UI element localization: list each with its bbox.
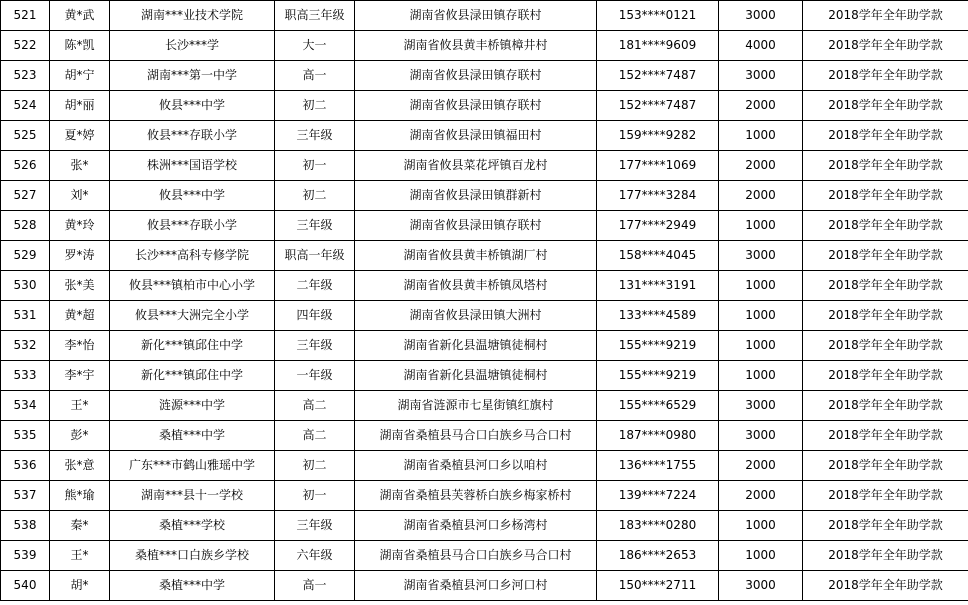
address-cell: 湖南省攸县渌田镇群新村 — [355, 181, 597, 211]
table-row — [1, 331, 968, 361]
name-cell: 黄*玲 — [50, 211, 110, 241]
table-row — [1, 511, 968, 541]
row-number-cell: 532 — [1, 331, 50, 361]
phone-cell: 187****0980 — [597, 421, 719, 451]
phone-cell: 183****0280 — [597, 511, 719, 541]
address-cell: 湖南省桑植县河口乡河口村 — [355, 571, 597, 601]
amount-cell: 3000 — [719, 571, 803, 601]
grade-cell: 三年级 — [275, 121, 355, 151]
purpose-cell: 2018学年全年助学款 — [803, 151, 968, 181]
school-cell: 攸县***大洲完全小学 — [110, 301, 275, 331]
purpose-cell: 2018学年全年助学款 — [803, 31, 968, 61]
purpose-cell: 2018学年全年助学款 — [803, 421, 968, 451]
row-number-cell: 539 — [1, 541, 50, 571]
name-cell: 黄*超 — [50, 301, 110, 331]
phone-cell: 155****9219 — [597, 361, 719, 391]
phone-cell: 139****7224 — [597, 481, 719, 511]
grade-cell: 初一 — [275, 151, 355, 181]
address-cell: 湖南省桑植县河口乡杨湾村 — [355, 511, 597, 541]
phone-cell: 177****1069 — [597, 151, 719, 181]
phone-cell: 153****0121 — [597, 1, 719, 31]
amount-cell: 2000 — [719, 151, 803, 181]
amount-cell: 1000 — [719, 301, 803, 331]
amount-cell: 1000 — [719, 361, 803, 391]
phone-cell: 159****9282 — [597, 121, 719, 151]
table-row — [1, 31, 968, 61]
name-cell: 胡* — [50, 571, 110, 601]
row-number-cell: 537 — [1, 481, 50, 511]
grade-cell: 职高一年级 — [275, 241, 355, 271]
phone-cell: 150****2711 — [597, 571, 719, 601]
phone-cell: 177****3284 — [597, 181, 719, 211]
amount-cell: 3000 — [719, 241, 803, 271]
name-cell: 王* — [50, 391, 110, 421]
amount-cell: 4000 — [719, 31, 803, 61]
purpose-cell: 2018学年全年助学款 — [803, 301, 968, 331]
amount-cell: 1000 — [719, 121, 803, 151]
phone-cell: 181****9609 — [597, 31, 719, 61]
address-cell: 湖南省桑植县马合口白族乡马合口村 — [355, 421, 597, 451]
row-number-cell: 536 — [1, 451, 50, 481]
row-number-cell: 526 — [1, 151, 50, 181]
school-cell: 桑植***口白族乡学校 — [110, 541, 275, 571]
row-number-cell: 538 — [1, 511, 50, 541]
address-cell: 湖南省新化县温塘镇徒桐村 — [355, 331, 597, 361]
name-cell: 彭* — [50, 421, 110, 451]
row-number-cell: 521 — [1, 1, 50, 31]
address-cell: 湖南省攸县渌田镇福田村 — [355, 121, 597, 151]
amount-cell: 2000 — [719, 181, 803, 211]
purpose-cell: 2018学年全年助学款 — [803, 121, 968, 151]
row-number-cell: 525 — [1, 121, 50, 151]
phone-cell: 177****2949 — [597, 211, 719, 241]
purpose-cell: 2018学年全年助学款 — [803, 571, 968, 601]
purpose-cell: 2018学年全年助学款 — [803, 61, 968, 91]
amount-cell: 3000 — [719, 1, 803, 31]
grade-cell: 三年级 — [275, 331, 355, 361]
name-cell: 胡*丽 — [50, 91, 110, 121]
school-cell: 湖南***第一中学 — [110, 61, 275, 91]
amount-cell: 1000 — [719, 511, 803, 541]
school-cell: 新化***镇邱住中学 — [110, 361, 275, 391]
grade-cell: 一年级 — [275, 361, 355, 391]
row-number-cell: 533 — [1, 361, 50, 391]
grade-cell: 高二 — [275, 391, 355, 421]
grade-cell: 高一 — [275, 571, 355, 601]
school-cell: 新化***镇邱住中学 — [110, 331, 275, 361]
row-number-cell: 528 — [1, 211, 50, 241]
table-body — [1, 1, 968, 601]
amount-cell: 3000 — [719, 391, 803, 421]
grade-cell: 六年级 — [275, 541, 355, 571]
table-row — [1, 61, 968, 91]
purpose-cell: 2018学年全年助学款 — [803, 211, 968, 241]
grade-cell: 初二 — [275, 451, 355, 481]
school-cell: 攸县***存联小学 — [110, 121, 275, 151]
purpose-cell: 2018学年全年助学款 — [803, 181, 968, 211]
address-cell: 湖南省桑植县芙蓉桥白族乡梅家桥村 — [355, 481, 597, 511]
row-number-cell: 530 — [1, 271, 50, 301]
name-cell: 张*美 — [50, 271, 110, 301]
school-cell: 长沙***高科专修学院 — [110, 241, 275, 271]
table-row — [1, 301, 968, 331]
school-cell: 攸县***中学 — [110, 91, 275, 121]
row-number-cell: 535 — [1, 421, 50, 451]
amount-cell: 1000 — [719, 331, 803, 361]
address-cell: 湖南省攸县渌田镇存联村 — [355, 91, 597, 121]
phone-cell: 133****4589 — [597, 301, 719, 331]
school-cell: 桑植***学校 — [110, 511, 275, 541]
purpose-cell: 2018学年全年助学款 — [803, 361, 968, 391]
row-number-cell: 522 — [1, 31, 50, 61]
phone-cell: 136****1755 — [597, 451, 719, 481]
grade-cell: 高一 — [275, 61, 355, 91]
purpose-cell: 2018学年全年助学款 — [803, 481, 968, 511]
school-cell: 株洲***国语学校 — [110, 151, 275, 181]
school-cell: 攸县***中学 — [110, 181, 275, 211]
amount-cell: 2000 — [719, 451, 803, 481]
purpose-cell: 2018学年全年助学款 — [803, 511, 968, 541]
address-cell: 湖南省桑植县马合口白族乡马合口村 — [355, 541, 597, 571]
school-cell: 长沙***学 — [110, 31, 275, 61]
row-number-cell: 540 — [1, 571, 50, 601]
address-cell: 湖南省攸县渌田镇存联村 — [355, 61, 597, 91]
purpose-cell: 2018学年全年助学款 — [803, 541, 968, 571]
name-cell: 罗*涛 — [50, 241, 110, 271]
grade-cell: 四年级 — [275, 301, 355, 331]
grade-cell: 初二 — [275, 91, 355, 121]
phone-cell: 155****9219 — [597, 331, 719, 361]
name-cell: 夏*婷 — [50, 121, 110, 151]
school-cell: 桑植***中学 — [110, 421, 275, 451]
grade-cell: 二年级 — [275, 271, 355, 301]
school-cell: 湖南***县十一学校 — [110, 481, 275, 511]
row-number-cell: 523 — [1, 61, 50, 91]
amount-cell: 3000 — [719, 421, 803, 451]
table-row — [1, 1, 968, 31]
name-cell: 刘* — [50, 181, 110, 211]
row-number-cell: 527 — [1, 181, 50, 211]
name-cell: 李*怡 — [50, 331, 110, 361]
school-cell: 桑植***中学 — [110, 571, 275, 601]
row-number-cell: 531 — [1, 301, 50, 331]
name-cell: 张*意 — [50, 451, 110, 481]
name-cell: 李*宇 — [50, 361, 110, 391]
phone-cell: 152****7487 — [597, 91, 719, 121]
table-row — [1, 391, 968, 421]
address-cell: 湖南省新化县温塘镇徒桐村 — [355, 361, 597, 391]
phone-cell: 158****4045 — [597, 241, 719, 271]
table-row — [1, 121, 968, 151]
purpose-cell: 2018学年全年助学款 — [803, 1, 968, 31]
grade-cell: 初二 — [275, 181, 355, 211]
phone-cell: 131****3191 — [597, 271, 719, 301]
table-row — [1, 241, 968, 271]
address-cell: 湖南省攸县黄丰桥镇凤塔村 — [355, 271, 597, 301]
table-row — [1, 451, 968, 481]
name-cell: 秦* — [50, 511, 110, 541]
amount-cell: 2000 — [719, 91, 803, 121]
school-cell: 攸县***存联小学 — [110, 211, 275, 241]
grade-cell: 初一 — [275, 481, 355, 511]
address-cell: 湖南省攸县渌田镇大洲村 — [355, 301, 597, 331]
table-row — [1, 211, 968, 241]
table-row — [1, 421, 968, 451]
amount-cell: 1000 — [719, 211, 803, 241]
amount-cell: 2000 — [719, 481, 803, 511]
row-number-cell: 529 — [1, 241, 50, 271]
address-cell: 湖南省攸县菜花坪镇百龙村 — [355, 151, 597, 181]
address-cell: 湖南省攸县渌田镇存联村 — [355, 1, 597, 31]
phone-cell: 186****2653 — [597, 541, 719, 571]
purpose-cell: 2018学年全年助学款 — [803, 91, 968, 121]
grade-cell: 三年级 — [275, 211, 355, 241]
name-cell: 黄*武 — [50, 1, 110, 31]
table-row — [1, 541, 968, 571]
school-cell: 涟源***中学 — [110, 391, 275, 421]
grade-cell: 三年级 — [275, 511, 355, 541]
table-row — [1, 571, 968, 601]
name-cell: 胡*宁 — [50, 61, 110, 91]
table-row — [1, 271, 968, 301]
purpose-cell: 2018学年全年助学款 — [803, 271, 968, 301]
address-cell: 湖南省攸县黄丰桥镇湖厂村 — [355, 241, 597, 271]
phone-cell: 152****7487 — [597, 61, 719, 91]
phone-cell: 155****6529 — [597, 391, 719, 421]
grade-cell: 大一 — [275, 31, 355, 61]
address-cell: 湖南省涟源市七星街镇红旗村 — [355, 391, 597, 421]
purpose-cell: 2018学年全年助学款 — [803, 451, 968, 481]
table-row — [1, 481, 968, 511]
address-cell: 湖南省桑植县河口乡以咱村 — [355, 451, 597, 481]
table-row — [1, 151, 968, 181]
table-row — [1, 91, 968, 121]
purpose-cell: 2018学年全年助学款 — [803, 331, 968, 361]
amount-cell: 1000 — [719, 541, 803, 571]
school-cell: 攸县***镇柏市中心小学 — [110, 271, 275, 301]
purpose-cell: 2018学年全年助学款 — [803, 241, 968, 271]
grade-cell: 高二 — [275, 421, 355, 451]
table-row — [1, 361, 968, 391]
name-cell: 张* — [50, 151, 110, 181]
purpose-cell: 2018学年全年助学款 — [803, 391, 968, 421]
table-row — [1, 181, 968, 211]
school-cell: 湖南***业技术学院 — [110, 1, 275, 31]
grade-cell: 职高三年级 — [275, 1, 355, 31]
amount-cell: 1000 — [719, 271, 803, 301]
name-cell: 王* — [50, 541, 110, 571]
school-cell: 广东***市鹤山雅瑶中学 — [110, 451, 275, 481]
name-cell: 熊*瑜 — [50, 481, 110, 511]
address-cell: 湖南省攸县渌田镇存联村 — [355, 211, 597, 241]
name-cell: 陈*凯 — [50, 31, 110, 61]
row-number-cell: 534 — [1, 391, 50, 421]
amount-cell: 3000 — [719, 61, 803, 91]
address-cell: 湖南省攸县黄丰桥镇樟井村 — [355, 31, 597, 61]
row-number-cell: 524 — [1, 91, 50, 121]
